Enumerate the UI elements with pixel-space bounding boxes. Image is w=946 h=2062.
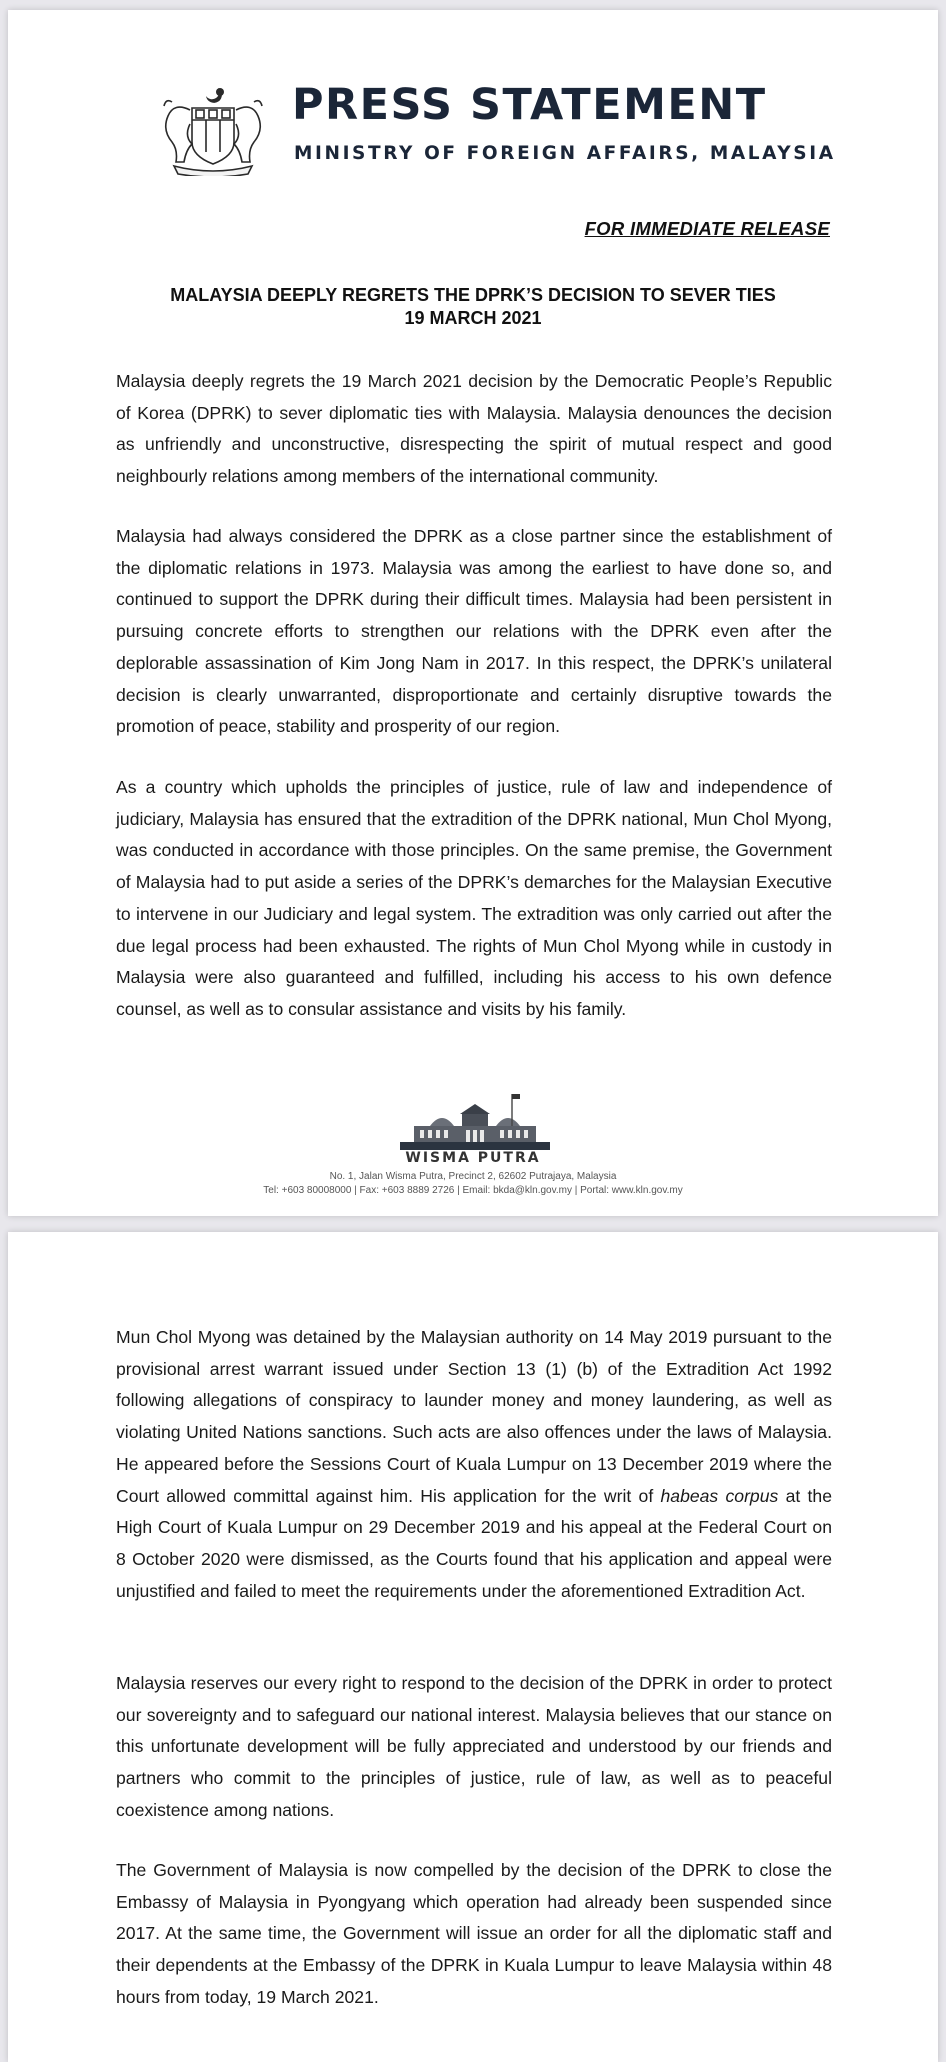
footer-address: No. 1, Jalan Wisma Putra, Precinct 2, 62602 Putrajaya, Malaysia (329, 1171, 617, 1182)
paragraph-2: Malaysia had always considered the DPRK as a close partner since the establishment of the diplomatic relations in 1973. Malaysia was among the earliest to have done so, and continued to support the DPRK during their difficult times. Malaysia had been persistent in pursuing concrete efforts to strengthen our relations with the DPRK even after the deplorable assassination of Kim Jong Nam in 2017. In this respect, the DPRK’s unilateral decision is clearly unwarranted, disproportionate and certainly disruptive towards the promotion of peace, stability and prosperity of our region. (116, 526, 832, 737)
headline: MALAYSIA DEEPLY REGRETS THE DPRK’S DECISION TO SEVER TIES (170, 285, 776, 305)
paragraph-4 (116, 1322, 832, 1607)
paragraph-4-part-2: at the High Court of Kuala Lumpur on 29 December 2019 and his appeal at the Federal Court on 8 October 2020 were dismissed, as the Courts found that his application and appeal were unjustified and failed to meet the requirements under the aforementioned Extradition Act. (116, 1485, 832, 1601)
habeas-corpus-term: habeas corpus (660, 1485, 779, 1506)
paragraph-1: Malaysia deeply regrets the 19 March 2021 decision by the Democratic People’s Republic of Korea (DPRK) to sever diplomatic ties with Malaysia. Malaysia denounces the decision as unfriendly and unconstructive, disrespecting the spirit of mutual respect and good neighbourly relations among members of the international community. (116, 371, 832, 487)
footer-contact: Tel: +603 80008000 | Fax: +603 8889 2726 | Email: bkda@kln.gov.my | Portal: www.kln.gov.my (263, 1185, 683, 1196)
paragraph-3: As a country which upholds the principles of justice, rule of law and independence of judiciary, Malaysia has ensured that the extradition of the DPRK national, Mun Chol Myong, was conducted in accordance with those principles. On the same premise, the Government of Malaysia had to put aside a series of the DPRK’s demarches for the Malaysian Executive to intervene in our Judiciary and legal system. The extradition was only carried out after the due legal process had been exhausted. The rights of Mun Chol Myong while in custody in Malaysia were also guaranteed and fulfilled, including his access to his own defence counsel, as well as to consular assistance and visits by his family. (116, 777, 832, 1019)
footer-wisma-putra: WISMA PUTRA (405, 1150, 541, 1166)
headline-date: 19 MARCH 2021 (404, 308, 542, 328)
paragraph-4-part-1: Mun Chol Myong was detained by the Malaysian authority on 14 May 2019 pursuant to the provisional arrest warrant issued under Section 13 (1) (b) of the Extradition Act 1992 following allegations of conspiracy to launder money and money laundering, as well as violating United Nations sanctions. Such acts are also offences under the laws of Malaysia. He appeared before the Sessions Court of Kuala Lumpur on 13 December 2019 where the Court allowed committal against him. His application for the writ of (116, 1327, 832, 1506)
ministry-subtitle: MINISTRY OF FOREIGN AFFAIRS, MALAYSIA (294, 143, 836, 164)
page-2 (8, 1232, 938, 2062)
malaysia-coat-of-arms-icon (156, 80, 270, 176)
paragraph-6: The Government of Malaysia is now compelled by the decision of the DPRK to close the Embassy of Malaysia in Pyongyang which operation had already been suspended since 2017. At the same time, the Government will issue an order for all the diplomatic staff and their dependents at the Embassy of the DPRK in Kuala Lumpur to leave Malaysia within 48 hours from today, 19 March 2021. (116, 1860, 832, 2007)
page-1 (8, 10, 938, 1216)
paragraph-5: Malaysia reserves our every right to respond to the decision of the DPRK in order to protect our sovereignty and to safeguard our national interest. Malaysia believes that our stance on this unfortunate development will be fully appreciated and understood by our friends and partners who commit to the principles of justice, rule of law, as well as to peaceful coexistence among nations. (116, 1673, 832, 1820)
release-label: FOR IMMEDIATE RELEASE (584, 218, 830, 239)
press-statement-title: PRESS STATEMENT (292, 80, 767, 130)
wisma-putra-building-icon (400, 1092, 550, 1150)
